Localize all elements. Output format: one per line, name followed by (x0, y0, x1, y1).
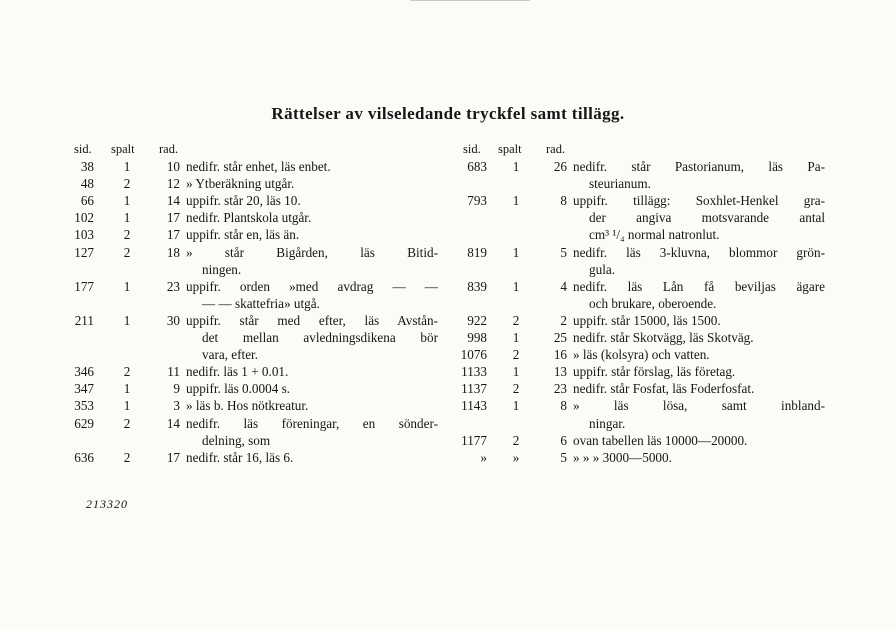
page-number: 66 (80, 193, 94, 209)
header-sid: sid. (463, 142, 481, 156)
erratum-continuation (60, 330, 440, 347)
correction-text: uppifr. står med efter, läs Avstån- (186, 312, 438, 328)
erratum-row (60, 279, 440, 296)
correction-text: » » » 3000—5000. (573, 449, 672, 465)
page-number: 1133 (461, 364, 487, 380)
column-header (445, 142, 830, 159)
column-number: 2 (123, 227, 131, 243)
erratum-row (445, 330, 830, 347)
correction-text: uppifr. orden »med avdrag — — (186, 278, 438, 294)
page-number: 683 (467, 159, 487, 175)
page-number: 922 (467, 312, 487, 328)
correction-text: ovan tabellen läs 10000—20000. (573, 432, 748, 448)
erratum-row (445, 159, 830, 176)
correction-text: nedifr. står Fosfat, läs Foderfosfat. (573, 381, 755, 397)
page-number: 177 (74, 278, 94, 294)
erratum-row (445, 347, 830, 364)
page-number: 1143 (461, 398, 487, 414)
page-number: 998 (467, 330, 487, 346)
correction-text: » läs lösa, samt inbland- (573, 398, 825, 414)
correction-text: — — skattefria» utgå. (202, 295, 320, 311)
header-spalt: spalt (498, 142, 522, 156)
page-number: 38 (80, 159, 94, 175)
line-number: 14 (166, 415, 180, 431)
erratum-row (445, 245, 830, 262)
page-number: 347 (74, 381, 94, 397)
correction-text: nedifr. läs 1 + 0.01. (186, 364, 289, 380)
erratum-row (60, 159, 440, 176)
column-number: 2 (123, 364, 131, 380)
header-rad: rad. (546, 142, 566, 156)
erratum-continuation (60, 262, 440, 279)
page-number: 48 (80, 176, 94, 192)
erratum-continuation (60, 433, 440, 450)
erratum-continuation (445, 210, 830, 227)
correction-text: » läs (kolsyra) och vatten. (573, 347, 710, 363)
column-number: 2 (512, 381, 520, 397)
correction-text: nedifr. står Pastorianum, läs Pa- (573, 159, 825, 175)
correction-text: nedifr. läs föreningar, en sönder- (186, 415, 438, 431)
erratum-continuation (60, 347, 440, 364)
erratum-row (60, 398, 440, 415)
page-title: Rättelser av vilseledande tryckfel samt tillägg. (271, 104, 625, 123)
page-number: » (480, 449, 487, 465)
column-number: 1 (512, 330, 520, 346)
correction-text: » läs b. Hos nötkreatur. (186, 398, 309, 414)
column-number: 1 (123, 381, 131, 397)
column-number: 2 (123, 415, 131, 431)
column-number: 1 (123, 159, 131, 175)
column-number: 1 (512, 244, 520, 260)
scan-edge-line (410, 0, 530, 1)
correction-text: gula. (589, 261, 616, 277)
line-number: 17 (166, 449, 180, 465)
erratum-row (445, 313, 830, 330)
line-number: 5 (560, 449, 567, 465)
column-number: 2 (512, 312, 520, 328)
page-number: 127 (74, 244, 94, 260)
line-number: 8 (560, 193, 567, 209)
line-number: 11 (167, 364, 180, 380)
correction-text: nedifr. läs Lån få beviljas ägare (573, 278, 825, 294)
column-number: 1 (123, 210, 131, 226)
erratum-continuation (445, 176, 830, 193)
column-number: 2 (512, 347, 520, 363)
column-number: 1 (512, 193, 520, 209)
column-number: 1 (123, 193, 131, 209)
erratum-row (60, 176, 440, 193)
line-number: 5 (560, 244, 567, 260)
correction-text: uppifr. står 20, läs 10. (186, 193, 301, 209)
correction-text: uppifr. läs 0.0004 s. (186, 381, 291, 397)
correction-text: nedifr. läs 3-kluvna, blommor grön- (573, 244, 825, 260)
column-number: 1 (512, 364, 520, 380)
erratum-continuation (445, 227, 830, 244)
column-number: 1 (512, 278, 520, 294)
header-sid: sid. (74, 142, 92, 156)
line-number: 18 (166, 244, 180, 260)
column-number: 1 (123, 398, 131, 414)
correction-text: der angiva motsvarande antal (589, 210, 825, 226)
correction-text: nedifr. står 16, läs 6. (186, 449, 294, 465)
erratum-row (60, 381, 440, 398)
erratum-row (445, 433, 830, 450)
page-number: 793 (467, 193, 487, 209)
correction-text: steurianum. (589, 176, 651, 192)
correction-text: och brukare, oberoende. (589, 295, 717, 311)
erratum-row (445, 381, 830, 398)
line-number: 10 (166, 159, 180, 175)
column-header (60, 142, 440, 159)
correction-text: uppifr. står en, läs än. (186, 227, 300, 243)
correction-text: vara, efter. (202, 347, 259, 363)
page-number: 1076 (460, 347, 487, 363)
page-number: 819 (467, 244, 487, 260)
page-number: 346 (74, 364, 94, 380)
line-number: 14 (166, 193, 180, 209)
erratum-continuation (445, 296, 830, 313)
page-number: 1177 (461, 432, 487, 448)
correction-text: uppifr. står 15000, läs 1500. (573, 312, 721, 328)
correction-text: » står Bigården, läs Bitid- (186, 244, 438, 260)
erratum-continuation (445, 416, 830, 433)
header-spalt: spalt (111, 142, 135, 156)
page-number: 839 (467, 278, 487, 294)
correction-text: ningen. (202, 261, 242, 277)
column-number: 2 (123, 244, 131, 260)
correction-text: uppifr. står förslag, läs företag. (573, 364, 736, 380)
correction-text: ningar. (589, 415, 626, 431)
line-number: 9 (173, 381, 180, 397)
column-number: 2 (123, 176, 131, 192)
line-number: 16 (553, 347, 567, 363)
left-column (60, 142, 440, 467)
line-number: 23 (166, 278, 180, 294)
page-number: 1137 (461, 381, 487, 397)
erratum-continuation (445, 262, 830, 279)
correction-text: uppifr. tillägg: Soxhlet-Henkel gra- (573, 193, 825, 209)
line-number: 2 (560, 312, 567, 328)
page-number: 211 (74, 312, 94, 328)
correction-text: det mellan avledningsdikena bör (202, 330, 438, 346)
column-number: 2 (123, 449, 131, 465)
erratum-row (60, 364, 440, 381)
correction-text: nedifr. står Skotvägg, läs Skotväg. (573, 330, 754, 346)
page-number: 103 (74, 227, 94, 243)
erratum-row (60, 193, 440, 210)
column-number: 1 (123, 278, 131, 294)
correction-text: » Ytberäkning utgår. (186, 176, 295, 192)
column-number: 1 (512, 398, 520, 414)
line-number: 4 (560, 278, 567, 294)
erratum-row (445, 364, 830, 381)
line-number: 23 (553, 381, 567, 397)
right-column (445, 142, 830, 467)
erratum-row (445, 450, 830, 467)
line-number: 17 (166, 210, 180, 226)
page-number: 102 (74, 210, 94, 226)
page-number: 636 (74, 449, 94, 465)
line-number: 30 (166, 312, 180, 328)
line-number: 12 (166, 176, 180, 192)
header-rad: rad. (159, 142, 179, 156)
page-number: 629 (74, 415, 94, 431)
erratum-row (445, 279, 830, 296)
column-number: » (512, 449, 520, 465)
column-number: 1 (123, 312, 131, 328)
line-number: 3 (173, 398, 180, 414)
erratum-row (60, 450, 440, 467)
document-number: 213320 (86, 497, 128, 511)
correction-text: delning, som (202, 432, 271, 448)
line-number: 6 (560, 432, 567, 448)
line-number: 26 (553, 159, 567, 175)
line-number: 13 (553, 364, 567, 380)
line-number: 25 (553, 330, 567, 346)
column-number: 2 (512, 432, 520, 448)
correction-text: cm³ ¹/₄ normal natronlut. (589, 227, 720, 243)
erratum-row (60, 313, 440, 330)
erratum-continuation (60, 296, 440, 313)
erratum-row (60, 227, 440, 244)
correction-text: nedifr. står enhet, läs enbet. (186, 159, 331, 175)
column-number: 1 (512, 159, 520, 175)
erratum-row (445, 398, 830, 415)
erratum-row (60, 416, 440, 433)
line-number: 17 (166, 227, 180, 243)
page-number: 353 (74, 398, 94, 414)
erratum-row (445, 193, 830, 210)
correction-text: nedifr. Plantskola utgår. (186, 210, 312, 226)
erratum-row (60, 210, 440, 227)
erratum-row (60, 245, 440, 262)
line-number: 8 (560, 398, 567, 414)
